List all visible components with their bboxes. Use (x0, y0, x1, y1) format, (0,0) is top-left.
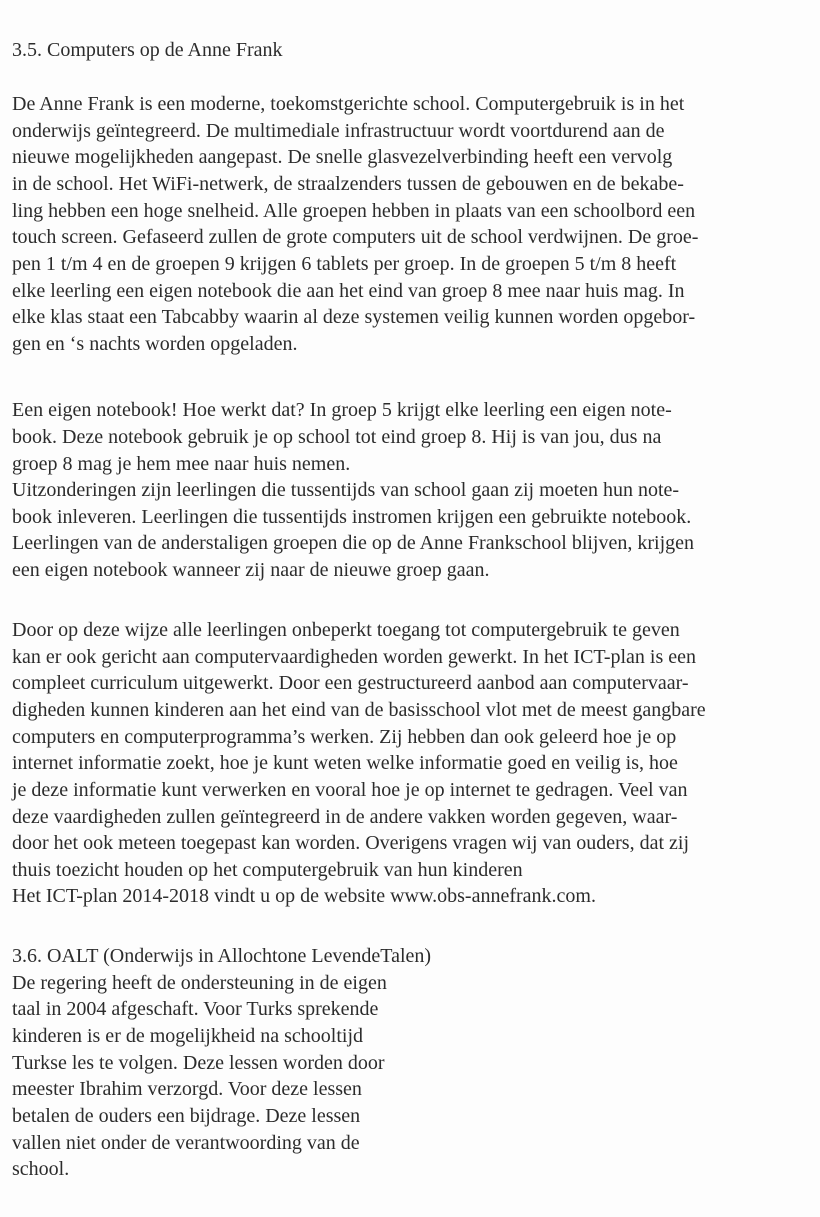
paragraph-line: Leerlingen van de anderstaligen groepen die op de Anne Frankschool blijven, krijgen (12, 532, 695, 554)
paragraph-line: in de school. Het WiFi-netwerk, de straalzenders tussen de gebouwen en de bekabe- (12, 173, 684, 195)
paragraph-line: groep 8 mag je hem mee naar huis nemen. (12, 453, 351, 475)
paragraph-line: deze vaardigheden zullen geïntegreerd in de andere vakken worden gegeven, waar- (12, 806, 678, 828)
paragraph-line: thuis toezicht houden op het computergebruik van hun kinderen (12, 859, 523, 881)
paragraph-line: kinderen is er de mogelijkheid na schooltijd (12, 1025, 364, 1047)
paragraph-line: digheden kunnen kinderen aan het eind van de basisschool vlot met de meest gangbare (12, 699, 706, 721)
paragraph-line: betalen de ouders een bijdrage. Deze lessen (12, 1105, 361, 1127)
paragraph-line: vallen niet onder de verantwoording van de (12, 1132, 360, 1154)
paragraph-line: Door op deze wijze alle leerlingen onbeperkt toegang tot computergebruik te geven (12, 619, 680, 641)
section-heading-oalt: 3.6. OALT (Onderwijs in Allochtone LevendeTalen) (12, 945, 432, 967)
paragraph-line: touch screen. Gefaseerd zullen de grote computers uit de school verdwijnen. De groe- (12, 226, 699, 248)
paragraph-line: Het ICT-plan 2014-2018 vindt u op de website www.obs-annefrank.com. (12, 885, 596, 907)
paragraph-line: een eigen notebook wanneer zij naar de nieuwe groep gaan. (12, 559, 490, 581)
paragraph-line: kan er ook gericht aan computervaardigheden worden gewerkt. In het ICT-plan is een (12, 646, 697, 668)
paragraph-line: gen en ‘s nachts worden opgeladen. (12, 333, 298, 355)
paragraph-line: Uitzonderingen zijn leerlingen die tussentijds van school gaan zij moeten hun note- (12, 479, 680, 501)
paragraph-line: compleet curriculum uitgewerkt. Door een gestructureerd aanbod aan computervaar- (12, 672, 689, 694)
paragraph-line: book. Deze notebook gebruik je op school tot eind groep 8. Hij is van jou, dus na (12, 426, 662, 448)
paragraph-line: taal in 2004 afgeschaft. Voor Turks sprekende (12, 998, 379, 1020)
paragraph-line: De regering heeft de ondersteuning in de eigen (12, 972, 387, 994)
paragraph-line: meester Ibrahim verzorgd. Voor deze lessen (12, 1078, 362, 1100)
paragraph-line: book inleveren. Leerlingen die tussentijds instromen krijgen een gebruikte notebook. (12, 506, 692, 528)
paragraph-line: Turkse les te volgen. Deze lessen worden door (12, 1052, 385, 1074)
paragraph-line: school. (12, 1158, 70, 1180)
section-heading-computers: 3.5. Computers op de Anne Frank (12, 39, 283, 61)
paragraph-line: pen 1 t/m 4 en de groepen 9 krijgen 6 tablets per groep. In de groepen 5 t/m 8 heeft (12, 253, 677, 275)
paragraph-line: onderwijs geïntegreerd. De multimediale infrastructuur wordt voortdurend aan de (12, 120, 665, 142)
paragraph-line: ling hebben een hoge snelheid. Alle groepen hebben in plaats van een schoolbord een (12, 200, 696, 222)
paragraph-line: internet informatie zoekt, hoe je kunt weten welke informatie goed en veilig is, hoe (12, 752, 678, 774)
paragraph-line: door het ook meteen toegepast kan worden. Overigens vragen wij van ouders, dat zij (12, 832, 690, 854)
paragraph-line: computers en computerprogramma’s werken. Zij hebben dan ook geleerd hoe je op (12, 726, 677, 748)
paragraph-line: De Anne Frank is een moderne, toekomstgerichte school. Computergebruik is in het (12, 93, 685, 115)
paragraph-line: nieuwe mogelijkheden aangepast. De snelle glasvezelverbinding heeft een vervolg (12, 146, 673, 168)
paragraph-line: elke leerling een eigen notebook die aan het eind van groep 8 mee naar huis mag. In (12, 280, 685, 302)
paragraph-line: je deze informatie kunt verwerken en vooral hoe je op internet te gedragen. Veel van (12, 779, 688, 801)
paragraph-line: Een eigen notebook! Hoe werkt dat? In groep 5 krijgt elke leerling een eigen note- (12, 399, 672, 421)
paragraph-line: elke klas staat een Tabcabby waarin al deze systemen veilig kunnen worden opgebor- (12, 306, 696, 328)
